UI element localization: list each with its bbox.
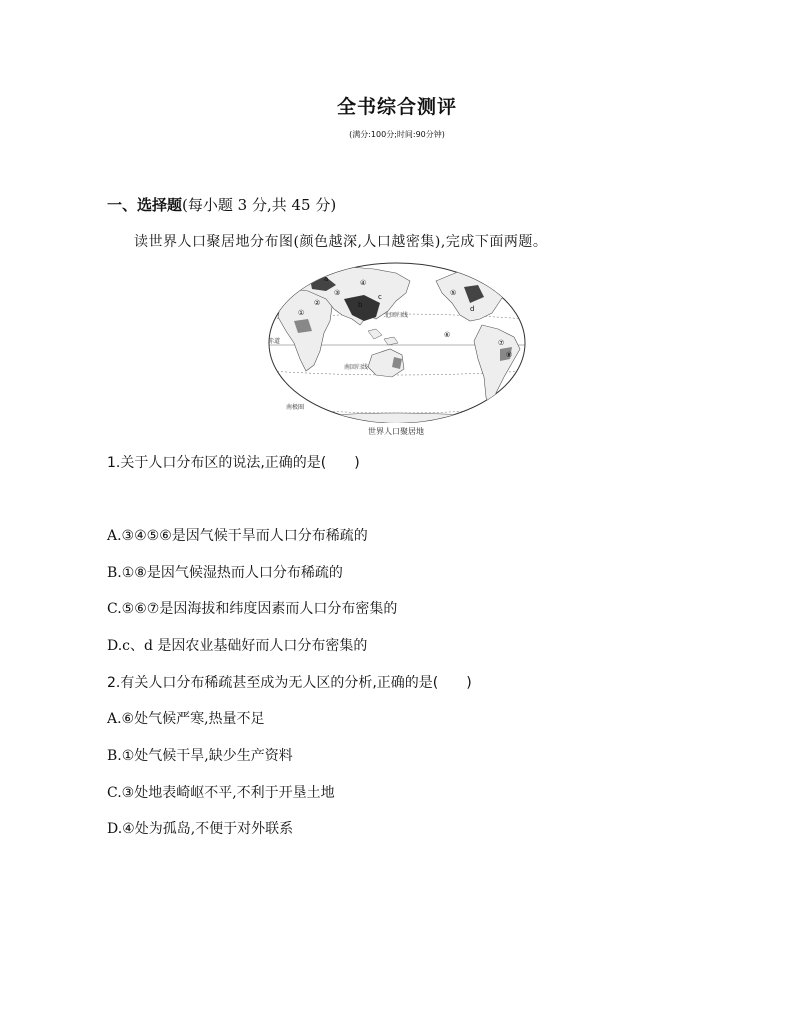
map-marker: c (378, 293, 382, 301)
map-caption: 世界人口聚居地 (368, 427, 424, 436)
map-marker: ⑤ (450, 289, 457, 297)
page-title: 全书综合测评 (336, 96, 457, 118)
section-note: (每小题 3 分,共 45 分) (182, 196, 337, 214)
map-marker: ① (298, 309, 305, 317)
question-intro: 读世界人口聚居地分布图(颜色越深,人口越密集),完成下面两题。 (134, 234, 548, 250)
question-1-option-a[interactable]: A.③④⑤⑥是因气候干旱而人口分布稀疏的 (107, 528, 368, 544)
question-2-option-c[interactable]: C.③处地表崎岖不平,不利于开垦土地 (107, 785, 335, 801)
tropic-cancer-label: 北回归线 (384, 312, 409, 319)
map-svg (264, 259, 534, 439)
question-1-option-d[interactable]: D.c、d 是因农业基础好而人口分布密集的 (107, 638, 368, 654)
exam-info: (满分:100分;时间:90分钟) (349, 130, 445, 139)
map-marker: ④ (360, 279, 367, 287)
question-2-stem: 2.有关人口分布稀疏甚至成为无人区的分析,正确的是( ) (107, 675, 472, 691)
map-marker: ③ (334, 289, 341, 297)
question-1-option-c[interactable]: C.⑤⑥⑦是因海拔和纬度因素而人口分布密集的 (107, 601, 398, 617)
map-marker: b (358, 301, 363, 309)
question-2-option-d[interactable]: D.④处为孤岛,不便于对外联系 (107, 821, 294, 837)
question-1-option-b[interactable]: B.①⑧是因气候湿热而人口分布稀疏的 (107, 565, 343, 581)
tropic-capricorn-label: 南回归线 (344, 364, 369, 371)
world-population-map (264, 259, 534, 439)
equator-label: 赤道 (268, 338, 281, 345)
map-marker: ② (314, 299, 321, 307)
section-heading (107, 194, 336, 215)
antarctic-circle-label: 南极圈 (286, 404, 305, 411)
question-2-option-b[interactable]: B.①处气候干旱,缺少生产资料 (107, 748, 293, 764)
question-1-stem: 1.关于人口分布区的说法,正确的是( ) (107, 455, 360, 471)
map-marker: ⑥ (444, 331, 451, 339)
section-title: 一、选择题 (107, 196, 183, 214)
map-marker: ⑦ (498, 339, 505, 347)
map-marker: ⑧ (506, 351, 513, 359)
question-2-option-a[interactable]: A.⑥处气候严寒,热量不足 (107, 711, 265, 727)
map-marker: d (470, 305, 475, 313)
map-marker: a (324, 275, 329, 283)
